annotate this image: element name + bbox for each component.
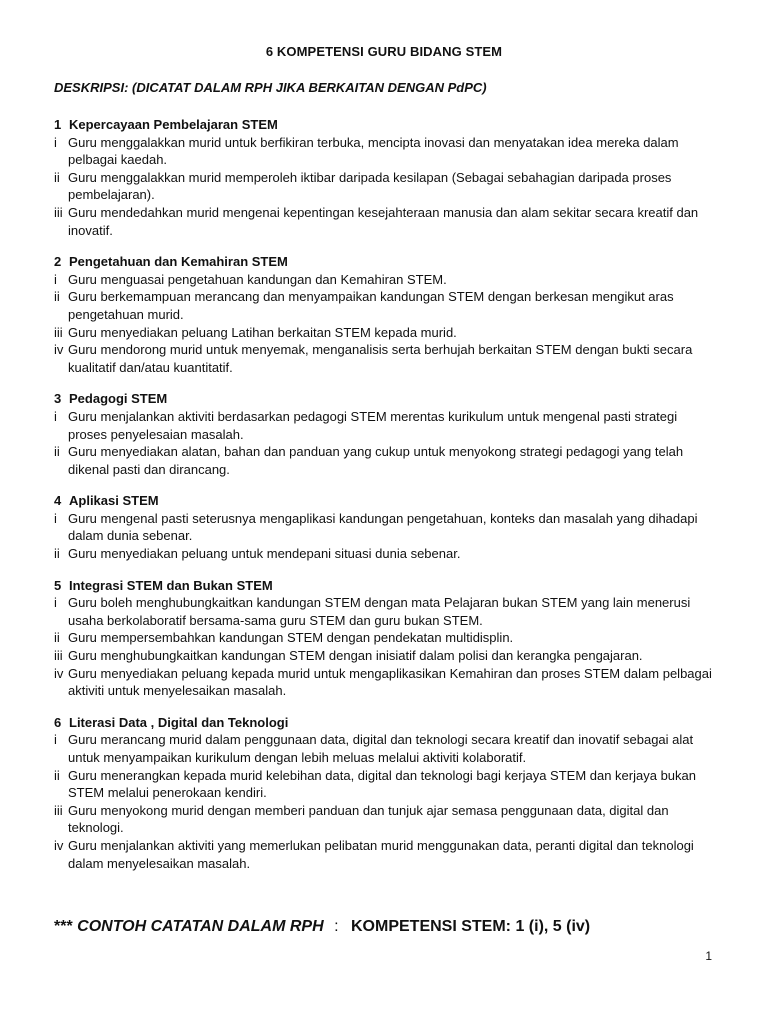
competency-section (54, 577, 714, 700)
example-stars: *** (54, 918, 73, 935)
example-label: CONTOH CATATAN DALAM RPH (77, 918, 324, 935)
section-heading (54, 390, 714, 408)
section-heading (54, 253, 714, 271)
item-numeral: i (54, 408, 57, 424)
section-number: 4 (54, 493, 62, 509)
list-item (54, 545, 714, 563)
description-line: DESKRIPSI: (DICATAT DALAM RPH JIKA BERKAITAN DENGAN PdPC) (54, 80, 487, 95)
item-numeral: i (54, 732, 57, 748)
list-item (54, 288, 714, 323)
item-numeral: i (54, 510, 57, 526)
list-item (54, 647, 714, 665)
section-number: 3 (54, 391, 62, 407)
list-item (54, 271, 714, 289)
item-numeral: ii (54, 444, 60, 460)
list-item (54, 510, 714, 545)
item-text: Guru menyokong murid dengan memberi panduan dan tunjuk ajar semasa penggunaan data, digital dan teknologi. (68, 802, 669, 836)
competency-section (54, 116, 714, 239)
section-number: 5 (54, 577, 62, 593)
item-numeral: iii (54, 648, 63, 664)
item-numeral: iv (54, 837, 64, 853)
list-item (54, 408, 714, 443)
list-item (54, 802, 714, 837)
item-numeral: iii (54, 324, 63, 340)
competency-section (54, 253, 714, 376)
item-numeral: ii (54, 169, 60, 185)
section-number: 2 (54, 254, 62, 270)
section-title: Kepercayaan Pembelajaran STEM (69, 117, 278, 132)
item-text: Guru menghubungkaitkan kandungan STEM dengan inisiatif dalam polisi dan kerangka pengajaran. (68, 648, 643, 664)
section-heading (54, 714, 714, 732)
item-numeral: iv (54, 665, 64, 681)
item-text: Guru mendedahkan murid mengenai kepentingan kesejahteraan manusia dan alam sekitar secara kreatif dan inovatif. (68, 204, 699, 238)
document-title: 6 KOMPETENSI GURU BIDANG STEM (265, 44, 503, 59)
item-text: Guru menyediakan peluang kepada murid untuk mengaplikasikan Kemahiran dan proses STEM dalam pelbagai aktiviti untuk menyelesaikan masalah. (68, 665, 712, 699)
list-item (54, 767, 714, 802)
section-number: 6 (54, 714, 62, 730)
section-title: Pedagogi STEM (69, 391, 168, 407)
item-text: Guru berkemampuan merancang dan menyampaikan kandungan STEM dengan berkesan mengikut aras pengetahuan murid. (68, 289, 674, 322)
item-text: Guru menggalakkan murid untuk berfikiran terbuka, mencipta inovasi dan menyatakan idea mereka dalam pelbagai kaedah. (68, 134, 679, 168)
section-heading (54, 577, 714, 595)
item-numeral: i (54, 134, 57, 150)
competency-section (54, 714, 714, 872)
item-text: Guru menerangkan kepada murid kelebihan data, digital dan teknologi bagi kerjaya STEM dan kerjaya bukan STEM melalui penerokaan kendiri. (68, 767, 696, 801)
item-text: Guru menjalankan aktiviti yang memerlukan pelibatan murid menggunakan data, peranti digital dan teknologi dalam menyelesaikan masalah. (68, 837, 694, 871)
item-numeral: i (54, 271, 57, 287)
section-heading (54, 116, 714, 134)
item-text: Guru menguasai pengetahuan kandungan dan Kemahiran STEM. (68, 271, 447, 287)
list-item (54, 324, 714, 342)
item-numeral: ii (54, 289, 60, 305)
section-title: Aplikasi STEM (69, 493, 159, 509)
list-item (54, 629, 714, 647)
item-text: Guru menyediakan alatan, bahan dan panduan yang cukup untuk menyokong strategi pedagogi yang telah dikenal pasti dan dirancang. (68, 444, 684, 477)
section-title: Pengetahuan dan Kemahiran STEM (69, 254, 288, 270)
list-item (54, 665, 714, 700)
competency-section (54, 492, 714, 562)
competency-section (54, 390, 714, 478)
item-text: Guru menyediakan peluang Latihan berkaitan STEM kepada murid. (68, 324, 457, 340)
item-numeral: i (54, 595, 57, 611)
item-numeral: ii (54, 767, 60, 783)
item-text: Guru mempersembahkan kandungan STEM dengan pendekatan multidisplin. (68, 630, 514, 646)
section-title: Integrasi STEM dan Bukan STEM (69, 577, 273, 593)
item-numeral: ii (54, 630, 60, 646)
list-item (54, 594, 714, 629)
page-number: 1 (705, 949, 712, 963)
item-text: Guru mengenal pasti seterusnya mengaplikasi kandungan pengetahuan, konteks dan masalah yang dihadapi dalam dunia sebenar. (68, 510, 698, 544)
item-text: Guru menjalankan aktiviti berdasarkan pedagogi STEM merentas kurikulum untuk mengenal pasti strategi proses penyelesaian masalah. (68, 408, 678, 442)
section-number: 1 (54, 117, 62, 132)
section-title: Literasi Data , Digital dan Teknologi (69, 714, 289, 730)
item-text: Guru menyediakan peluang untuk mendepani situasi dunia sebenar. (68, 546, 461, 562)
list-item (54, 443, 714, 478)
competency-sections (54, 116, 714, 886)
item-text: Guru merancang murid dalam penggunaan data, digital dan teknologi secara kreatif dan inovatif sebagai alat untuk menyampaikan kurikulum dengan lebih meluas melalui aktiviti kolaboratif. (68, 732, 694, 765)
item-numeral: iv (54, 342, 64, 358)
list-item (54, 837, 714, 872)
rph-example-note (54, 918, 590, 936)
example-colon: : (334, 918, 339, 935)
item-numeral: iii (54, 802, 63, 818)
list-item (54, 731, 714, 766)
list-item (54, 341, 714, 376)
item-text: Guru mendorong murid untuk menyemak, menganalisis serta berhujah berkaitan STEM dengan bukti secara kualitatif dan/atau kuantitatif. (68, 342, 693, 375)
item-numeral: ii (54, 546, 60, 562)
item-text: Guru menggalakkan murid memperoleh iktibar daripada kesilapan (Sebagai sebahagian daripada proses pembelajaran). (68, 169, 672, 203)
list-item (54, 204, 714, 239)
example-value: KOMPETENSI STEM: 1 (i), 5 (iv) (351, 918, 591, 935)
item-numeral: iii (54, 204, 63, 220)
list-item (54, 134, 714, 169)
section-heading (54, 492, 714, 510)
item-text: Guru boleh menghubungkaitkan kandungan STEM dengan mata Pelajaran bukan STEM yang lain menerusi usaha berkolaboratif bersama-sama guru STEM dan guru bukan STEM. (68, 595, 691, 628)
list-item (54, 169, 714, 204)
